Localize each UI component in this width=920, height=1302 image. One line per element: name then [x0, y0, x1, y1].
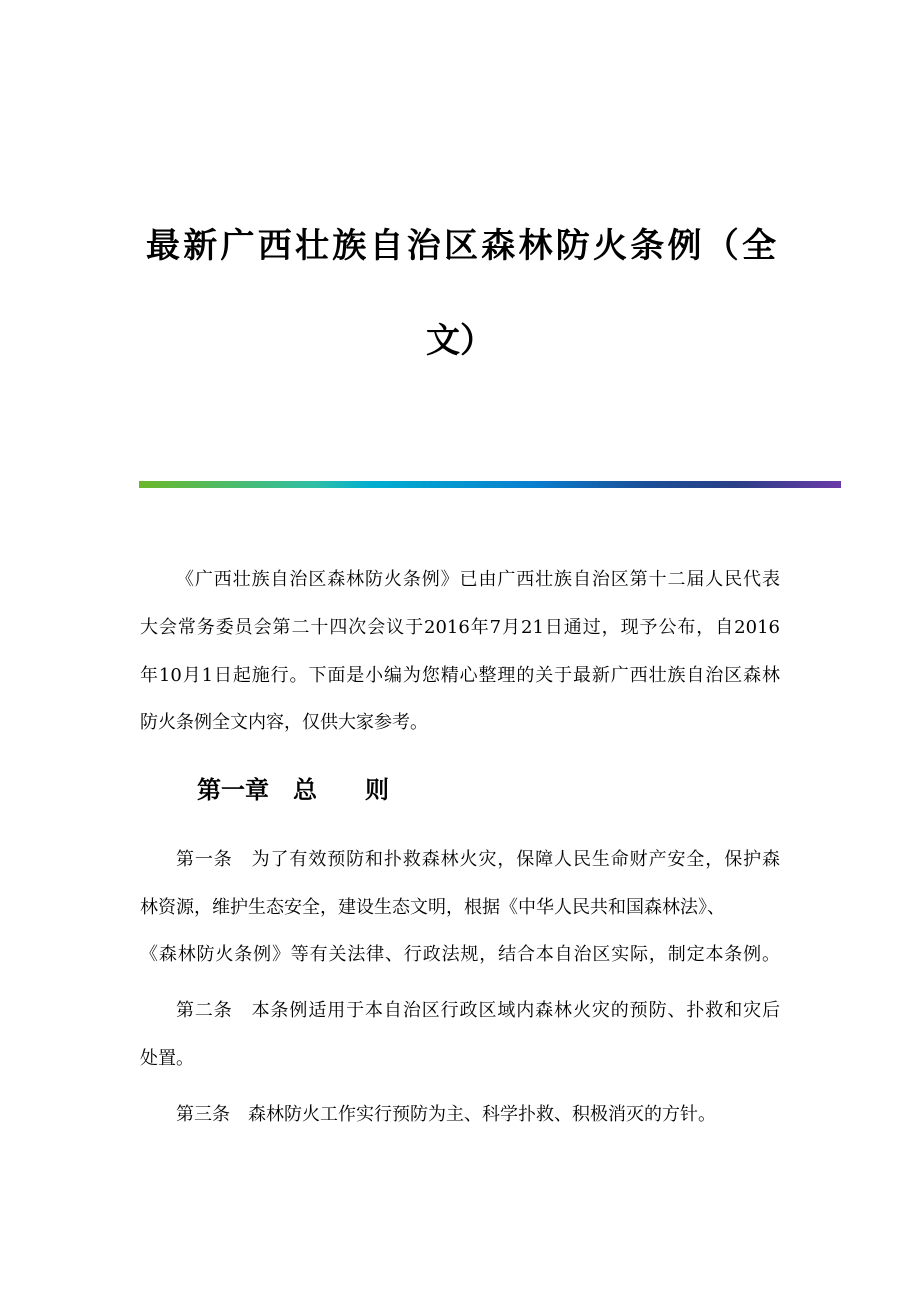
article-2-line: 第二条 本条例适用于本自治区行政区域内森林火灾的预防、扑救和灾后 — [176, 1000, 780, 1021]
gradient-divider — [139, 481, 841, 488]
intro-line: 年10月1日起施行。下面是小编为您精心整理的关于最新广西壮族自治区森林 — [140, 665, 780, 686]
chapter-heading: 第一章 总 则 — [197, 776, 389, 804]
intro-line: 防火条例全文内容，仅供大家参考。 — [140, 712, 428, 733]
article-1-line: 第一条 为了有效预防和扑救森林火灾，保障人民生命财产安全，保护森 — [176, 849, 780, 870]
intro-line: 《广西壮族自治区森林防火条例》已由广西壮族自治区第十二届人民代表 — [176, 569, 780, 590]
document-title-line-1: 最新广西壮族自治区森林防火条例（全 — [146, 226, 776, 266]
article-3-line: 第三条 森林防火工作实行预防为主、科学扑救、积极消灭的方针。 — [176, 1104, 716, 1125]
article-1-line: 林资源，维护生态安全，建设生态文明，根据《中华人民共和国森林法》、 — [140, 897, 725, 918]
intro-line: 大会常务委员会第二十四次会议于2016年7月21日通过，现予公布，自2016 — [140, 617, 780, 638]
article-2-line: 处置。 — [140, 1048, 194, 1069]
article-1-line: 《森林防火条例》等有关法律、行政法规，结合本自治区实际，制定本条例。 — [140, 944, 780, 965]
document-title-line-2: 文） — [426, 321, 494, 361]
